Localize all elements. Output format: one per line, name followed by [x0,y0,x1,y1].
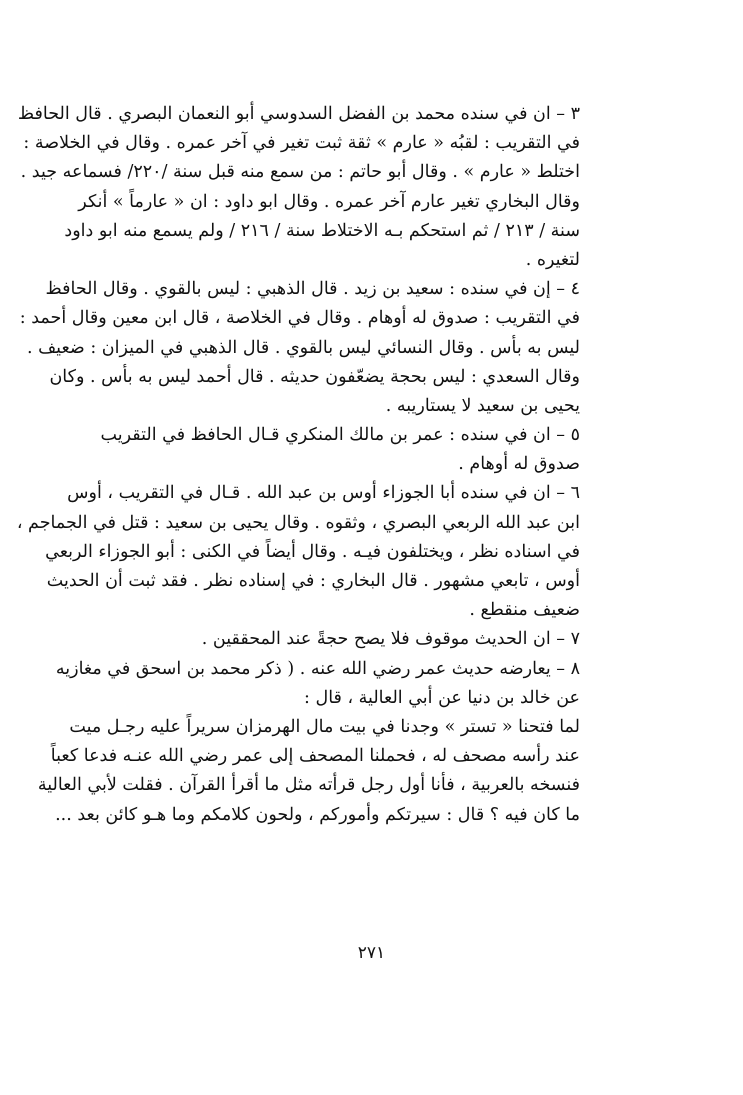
page-text [16,100,580,830]
text-line: في اسناده نظر ، ويختلفون فيـه . وقال أيضاً في الكنى : أبو الجوزاء الربعي [45,541,580,562]
text-line: ٦ – ان في سنده أبا الجوزاء أوس بن عبد الله . قـال في التقريب ، أوس [67,483,580,504]
text-line: ٥ – ان في سنده : عمر بن مالك المنكري قـال الحافظ في التقريب [100,425,580,446]
text-line: ابن عبد الله الربعي البصري ، وثقوه . وقال يحيى بن سعيد : قتل في الجماجم ، [16,512,580,533]
text-line: وقال البخاري تغير عارم آخر عمره . وقال ابو داود : ان « عارماً » أنكر [78,191,580,212]
text-line: في التقريب : لقبُه « عارم » ثقة ثبت تغير في آخر عمره . وقال في الخلاصة : [23,133,580,154]
text-line: عن خالد بن دنيا عن أبي العالية ، قال : [304,687,580,708]
text-line: ٨ – يعارضه حديث عمر رضي الله عنه . ( ذكر محمد بن اسحق في مغازيه [55,658,580,679]
text-line: في التقريب : صدوق له أوهام . وقال في الخلاصة ، قال ابن معين وقال أحمد : [19,308,580,329]
text-line: ما كان فيه ؟ قال : سيرتكم وأموركم ، ولحون كلامكم وما هـو كائن بعد ... [55,804,580,825]
page-number: ٢٧١ [357,943,386,963]
text-line: صدوق له أوهام . [458,454,580,475]
text-line: لما فتحنا « تستر » وجدنا في بيت مال الهرمزان سريراً عليه رجـل ميت [69,716,580,737]
text-line: فنسخه بالعربية ، فأنا أول رجل قرأته مثل ما أقرأ القرآن . فقلت لأبي العالية [37,775,580,796]
text-line: ضعيف منقطع . [469,600,580,621]
text-line: ٧ – ان الحديث موقوف فلا يصح حجةً عند المحققين . [201,629,580,650]
text-line: أوس ، تابعي مشهور . قال البخاري : في إسناده نظر . فقد ثبت أن الحديث [46,571,580,591]
text-line: سنة / ٢١٣ / ثم استحكم بـه الاختلاط سنة / ٢١٦ / ولم يسمع منه ابو داود [64,220,580,241]
text-line: يحيى بن سعيد لا يستاريبه . [385,395,580,416]
text-line: اختلط « عارم » . وقال أبو حاتم : من سمع منه قبل سنة /٢٢٠/ فسماعه جيد . [20,162,580,183]
text-line: ليس به بأس . وقال النسائي ليس بالقوي . قال الذهبي في الميزان : ضعيف . [26,337,580,358]
text-line: وقال السعدي : ليس بحجة يضعّفون حديثه . قال أحمد ليس به بأس . وكان [49,366,580,387]
text-line: ٤ – إن في سنده : سعيد بن زيد . قال الذهبي : ليس بالقوي . وقال الحافظ [45,279,580,300]
text-line: لتغيره . [525,249,580,270]
text-line: عند رأسه مصحف له ، فحملنا المصحف إلى عمر رضي الله عنـه فدعا كعباً [50,746,580,767]
text-line: ٣ – ان في سنده محمد بن الفضل السدوسي أبو النعمان البصري . قال الحافظ [17,104,580,124]
